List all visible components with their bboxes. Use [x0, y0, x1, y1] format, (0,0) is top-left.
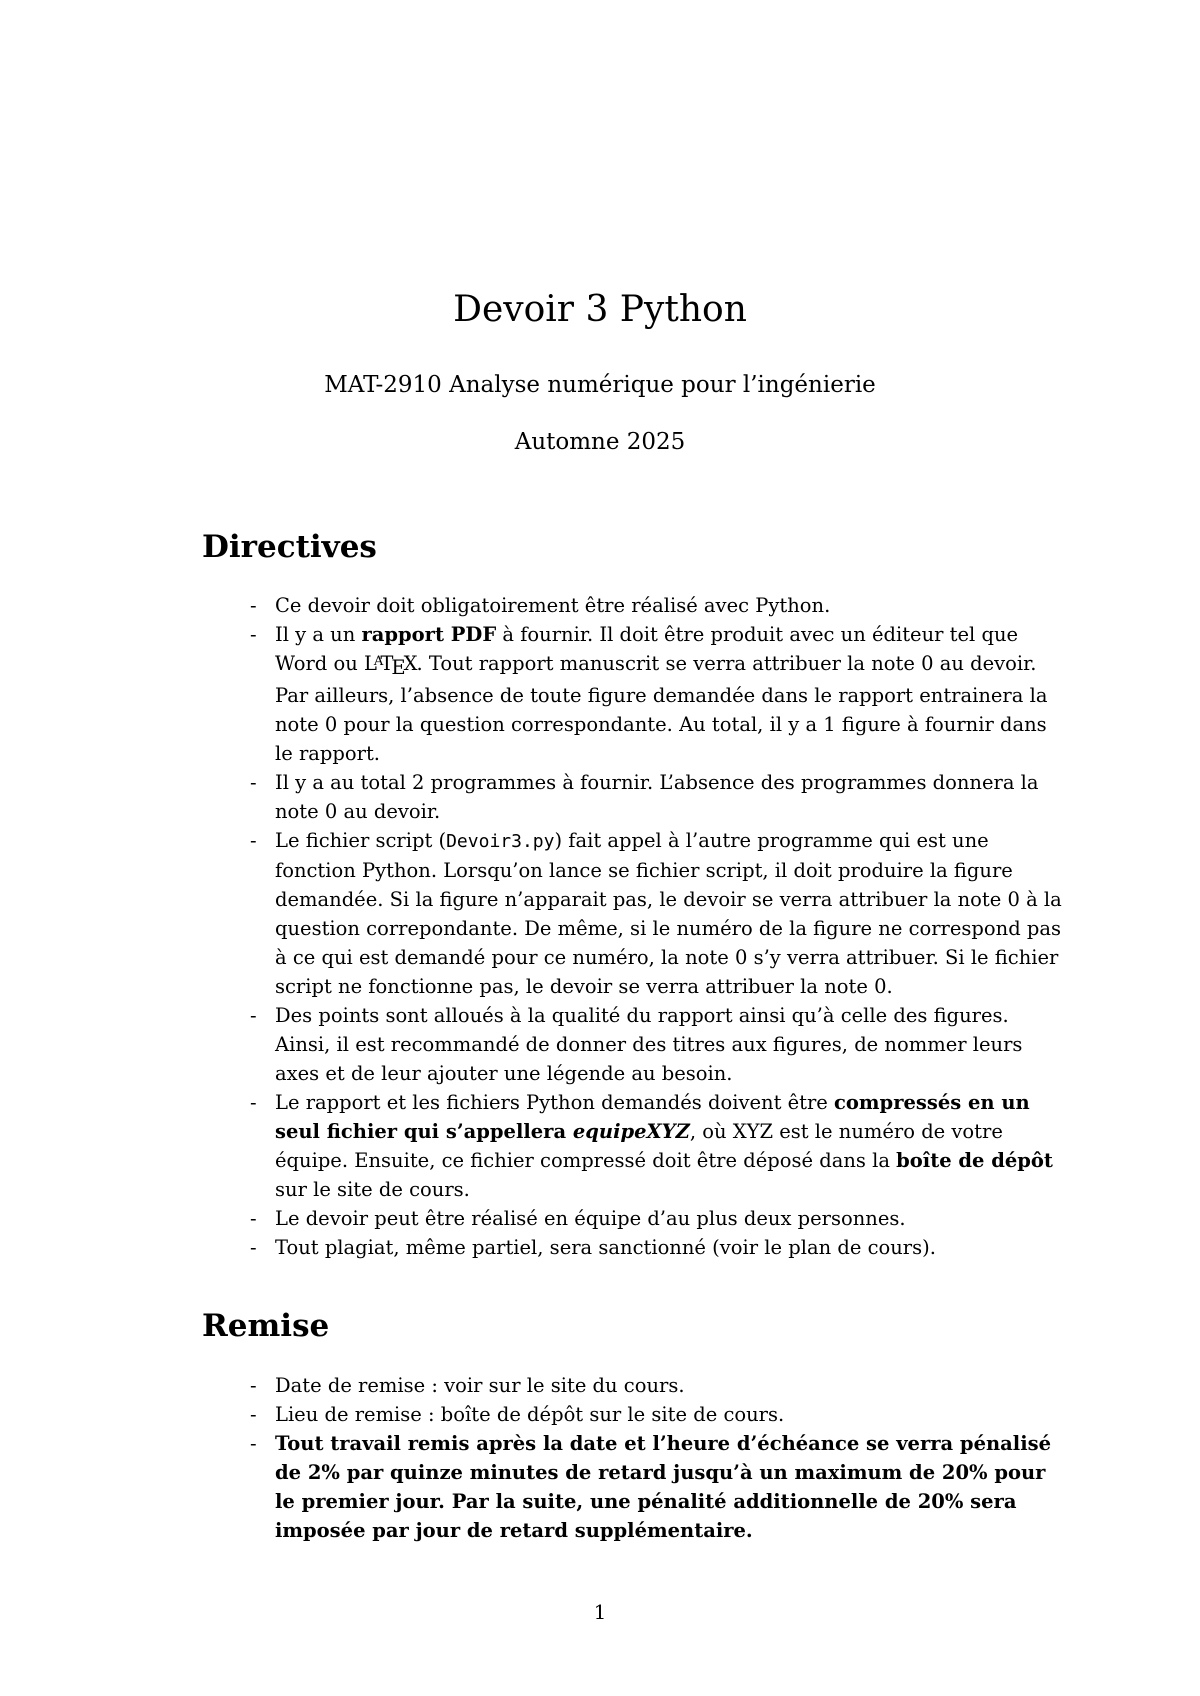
directives-list	[248, 591, 1066, 1262]
list-bullet: -	[250, 1374, 257, 1397]
section-heading-directives: Directives	[202, 529, 377, 565]
remise-list	[248, 1371, 1066, 1545]
list-bullet: -	[250, 594, 257, 617]
list-item: - Date de remise : voir sur le site du cours.	[248, 1371, 1066, 1400]
archive-name: equipeXYZ	[572, 1120, 690, 1143]
bold-text: boîte de dépôt	[896, 1149, 1053, 1172]
code-filename: Devoir3.py	[446, 831, 555, 852]
page-number: 1	[593, 1600, 607, 1624]
list-bullet: -	[250, 1432, 257, 1455]
section-heading-remise: Remise	[202, 1308, 330, 1344]
list-item: - Lieu de remise : boîte de dépôt sur le site de cours.	[248, 1400, 1066, 1429]
list-item: - Le rapport et les fichiers Python demandés doivent être compressés en un seul fichier qui s’appellera equipeXYZ, où XYZ est le numéro de votre équipe. Ensuite, ce fichier compressé doit être déposé dans la boîte de dépôt sur le site de cours.	[248, 1088, 1066, 1204]
list-item: - Des points sont alloués à la qualité du rapport ainsi qu’à celle des figures. Ainsi, il est recommandé de donner des titres aux figures, de nommer leurs axes et de leur ajouter une légende au besoin.	[248, 1001, 1066, 1088]
late-penalty-text: Tout travail remis après la date et l’heure d’échéance se verra pénalisé de 2% par quinze minutes de retard jusqu’à un maximum de 20% pour le premier jour. Par la suite, une pénalité additionnelle de 20% sera imposée par jour de retard supplémentaire.	[275, 1432, 1051, 1542]
list-item: - Il y a un rapport PDF à fournir. Il doit être produit avec un éditeur tel que Word ou $L^ATEX$. Tout rapport manuscrit se verra attribuer la note 0 au devoir. Par ailleurs, l’absence de toute figure demandée dans le rapport entrainera la note 0 pour la question correspondante. Au total, il y a 1 figure à fournir dans le rapport.	[248, 620, 1066, 768]
term: Automne 2025	[514, 429, 686, 455]
list-bullet: -	[250, 1403, 257, 1426]
list-bullet: -	[250, 1207, 257, 1230]
list-bullet: -	[250, 829, 257, 852]
bold-text: rapport PDF	[361, 623, 497, 646]
list-item: - Le devoir peut être réalisé en équipe d’au plus deux personnes.	[248, 1204, 1066, 1233]
list-item: - Il y a au total 2 programmes à fournir. L’absence des programmes donnera la note 0 au devoir.	[248, 768, 1066, 826]
list-bullet: -	[250, 771, 257, 794]
document-title: Devoir 3 Python	[453, 289, 747, 330]
list-item: - Tout plagiat, même partiel, sera sanctionné (voir le plan de cours).	[248, 1233, 1066, 1262]
list-bullet: -	[250, 623, 257, 646]
list-item	[248, 1429, 1066, 1545]
course-name: MAT-2910 Analyse numérique pour l’ingénierie	[324, 372, 876, 398]
latex-logo: $L^ATEX$	[363, 652, 417, 679]
list-item: - Le fichier script (Devoir3.py) fait appel à l’autre programme qui est une fonction Python. Lorsqu’on lance se fichier script, il doit produire la figure demandée. Si la figure n’apparait pas, le devoir se verra attribuer la note 0 à la question correpondante. De même, si le numéro de la figure ne correspond pas à ce qui est demandé pour ce numéro, la note 0 s’y verra attribuer. Si le fichier script ne fonctionne pas, le devoir se verra attribuer la note 0.	[248, 826, 1066, 1001]
list-bullet: -	[250, 1091, 257, 1114]
list-bullet: -	[250, 1004, 257, 1027]
bold-text: compressés en un seul fichier qui s’appellera	[275, 1091, 1030, 1143]
list-bullet: -	[250, 1236, 257, 1259]
list-item: - Ce devoir doit obligatoirement être réalisé avec Python.	[248, 591, 1066, 620]
